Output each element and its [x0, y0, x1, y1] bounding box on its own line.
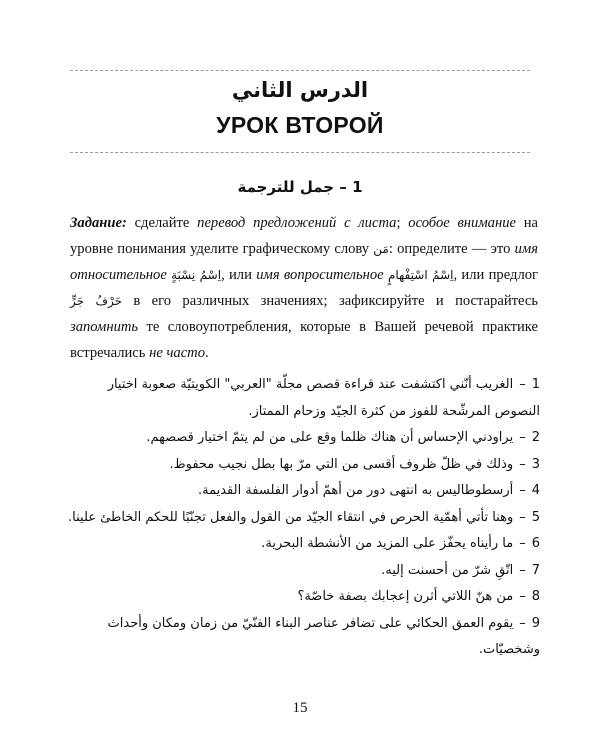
list-item: 5–وهنا تأتي أهمّية الحرص في انتقاء الجيّد من القول والفعل تجنّبًا للحكم الخاطئ علينا. — [62, 505, 540, 532]
task-text: в его различных значениях; зафиксируйте и постарайтесь — [122, 293, 538, 309]
item-number: 5 — [531, 509, 540, 525]
item-number: 4 — [531, 483, 540, 498]
list-item: 7–اتّقِ شرّ من أحسنت إليه. — [62, 558, 540, 585]
item-text: يقوم العمق الحكائي على تضافر عناصر البناء الفنّيّ من زمان ومكان وأحداث وشخصيّات. — [107, 615, 540, 657]
item-text: من هنّ اللاتي أثرن إعجابك بصفة خاصّة؟ — [297, 589, 514, 604]
task-text: сделайте — [126, 215, 198, 231]
task-text: : определите — это — [388, 241, 515, 257]
list-item: 3–وذلك في ظلّ ظروف أقسى من التي مرّ بها بطل نجيب محفوظ. — [62, 452, 540, 479]
list-item: 2–يراودني الإحساس أن هناك ظلما وقع على من لم يتمّ اختيار قصصهم. — [62, 425, 540, 452]
task-text: на уровне понимания уделите графическому слову — [70, 215, 539, 257]
task-text: те словоупотребления, которые в Вашей речевой практике встречались — [70, 319, 538, 361]
page-number: 15 — [292, 700, 308, 716]
task-text: ; — [396, 215, 409, 231]
item-text: يراودني الإحساس أن هناك ظلما وقع على من لم يتمّ اختيار قصصهم. — [146, 430, 514, 445]
list-item: 6–ما رأيناه يحفّز على المزيد من الأنشطة البحرية. — [62, 531, 540, 558]
bottom-divider — [70, 152, 530, 153]
item-text: وذلك في ظلّ ظروف أقسى من التي مرّ بها بطل نجيب محفوظ. — [169, 456, 514, 472]
item-text: وهنا تأتي أهمّية الحرص في انتقاء الجيّد من القول والفعل تجنّبًا للحكم الخاطئ علينا. — [68, 509, 514, 525]
item-number: 6 — [531, 536, 540, 551]
item-text: ما رأيناه يحفّز على المزيد من الأنشطة البحرية. — [261, 536, 514, 551]
list-item: 8–من هنّ اللاتي أثرن إعجابك بصفة خاصّة؟ — [62, 584, 540, 611]
task-label: Задание: — [70, 215, 127, 231]
list-item: 1–الغريب أنّني اكتشفت عند قراءة قصص مجلّة "العربي" الكويتيّة صعوبة اختيار النصوص المرشّحة للفوز من كثرة الجيّد وزحام الممتاز. — [62, 372, 540, 425]
item-number: 9 — [531, 615, 540, 631]
item-number: 2 — [531, 430, 540, 445]
task-emphasis: имя вопросительное — [256, 267, 384, 283]
list-item: 9–يقوم العمق الحكائي على تضافر عناصر البناء الفنّيّ من زمان ومكان وأحداث وشخصيّات. — [62, 611, 540, 664]
item-number: 3 — [531, 456, 540, 472]
arabic-term: حَرْفُ جَرٍّ — [70, 294, 123, 308]
task-emphasis: не часто — [149, 345, 206, 361]
item-text: الغريب أنّني اكتشفت عند قراءة قصص مجلّة "العربي" الكويتيّة صعوبة اختيار النصوص المرشّحة للفوز من كثرة الجيّد وزحام الممتاز. — [107, 377, 540, 419]
top-divider — [70, 70, 530, 71]
task-text: , или предлог — [453, 267, 539, 283]
list-item: 4–أرسطوطاليس به انتهى دور من أهمّ أدوار الفلسفة القديمة. — [62, 478, 540, 505]
item-number: 8 — [531, 589, 540, 604]
task-emphasis: запомнить — [70, 319, 139, 335]
task-text: . — [205, 345, 209, 361]
arabic-term: مَن — [373, 242, 389, 256]
lesson-title-arabic: الدرس الثاني — [231, 78, 369, 102]
task-text: , или — [221, 267, 257, 283]
task-emphasis: перевод предложений с листа — [197, 215, 397, 231]
sentence-list — [62, 372, 540, 664]
task-emphasis: имя относительное — [70, 241, 538, 283]
item-text: أرسطوطاليس به انتهى دور من أهمّ أدوار الفلسفة القديمة. — [197, 483, 514, 498]
section-heading: 1 – جمل للترجمة — [237, 178, 363, 196]
item-number: 1 — [531, 377, 540, 392]
arabic-term: اِسْمُ اسْتِفْهامٍ — [387, 268, 454, 282]
item-text: اتّقِ شرّ من أحسنت إليه. — [381, 562, 514, 578]
task-paragraph — [70, 210, 538, 366]
arabic-term: اِسْمُ نِسْبَةٍ — [171, 268, 222, 282]
item-number: 7 — [531, 562, 540, 578]
task-emphasis: особое внимание — [408, 215, 516, 231]
lesson-title-russian: УРОК ВТОРОЙ — [216, 112, 384, 138]
